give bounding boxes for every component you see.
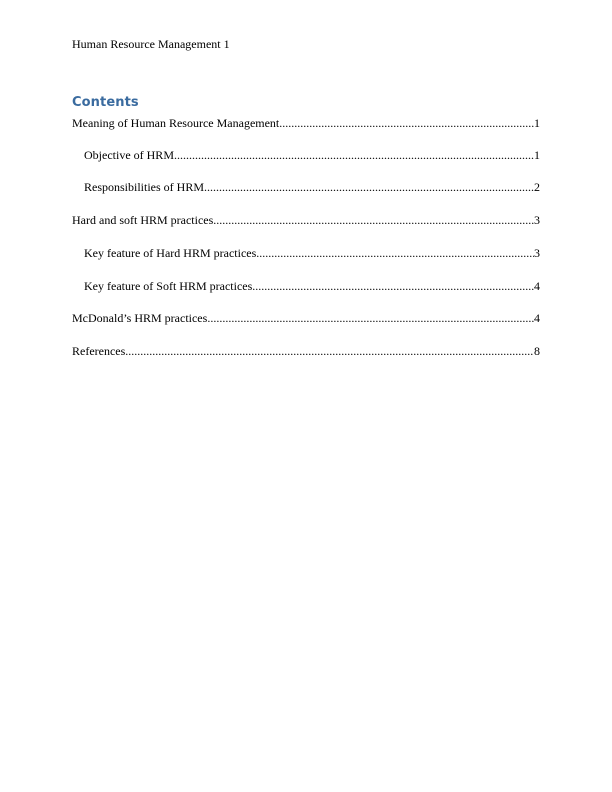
- toc-entry-label: Hard and soft HRM practices: [72, 213, 214, 227]
- toc-dot-leader: [204, 179, 534, 195]
- toc-dot-leader: [207, 310, 534, 326]
- toc-dot-leader: [174, 147, 534, 163]
- toc-entry-responsibilities-of-hrm[interactable]: [84, 179, 540, 195]
- toc-entry-references[interactable]: [72, 343, 540, 359]
- page-header: Human Resource Management 1: [72, 37, 230, 51]
- toc-page-number: 8: [534, 344, 540, 358]
- toc-dot-leader: [213, 212, 534, 228]
- toc-page-number: 3: [534, 213, 540, 227]
- toc-entry-key-feature-soft-hrm[interactable]: [84, 278, 540, 294]
- toc-entry-label: References: [72, 344, 126, 358]
- toc-page-number: 4: [534, 279, 540, 293]
- toc-entry-label: Responsibilities of HRM: [84, 180, 205, 194]
- toc-dot-leader: [252, 278, 534, 294]
- toc-entry-label: McDonald’s HRM practices: [72, 311, 208, 325]
- toc-entry-label: Key feature of Soft HRM practices: [84, 279, 253, 293]
- toc-entry-label: Key feature of Hard HRM practices: [84, 246, 257, 260]
- toc-entry-mcdonalds-hrm-practices[interactable]: [72, 310, 540, 326]
- toc-entry-objective-of-hrm[interactable]: [84, 147, 540, 163]
- toc-entry-key-feature-hard-hrm[interactable]: [84, 245, 540, 261]
- toc-page-number: 4: [534, 311, 540, 325]
- toc-entry-hard-and-soft-hrm[interactable]: [72, 212, 540, 228]
- toc-page-number: 1: [534, 116, 540, 130]
- toc-dot-leader: [256, 245, 534, 261]
- toc-dot-leader: [279, 115, 534, 131]
- toc-heading: Contents: [72, 95, 139, 110]
- toc-page-number: 1: [534, 148, 540, 162]
- toc-entry-label: Objective of HRM: [84, 148, 174, 162]
- toc-page-number: 2: [534, 180, 540, 194]
- toc-dot-leader: [125, 343, 534, 359]
- toc-page-number: 3: [534, 246, 540, 260]
- toc-entry-meaning-of-hrm[interactable]: [72, 115, 540, 131]
- toc-entry-label: Meaning of Human Resource Management: [72, 116, 280, 130]
